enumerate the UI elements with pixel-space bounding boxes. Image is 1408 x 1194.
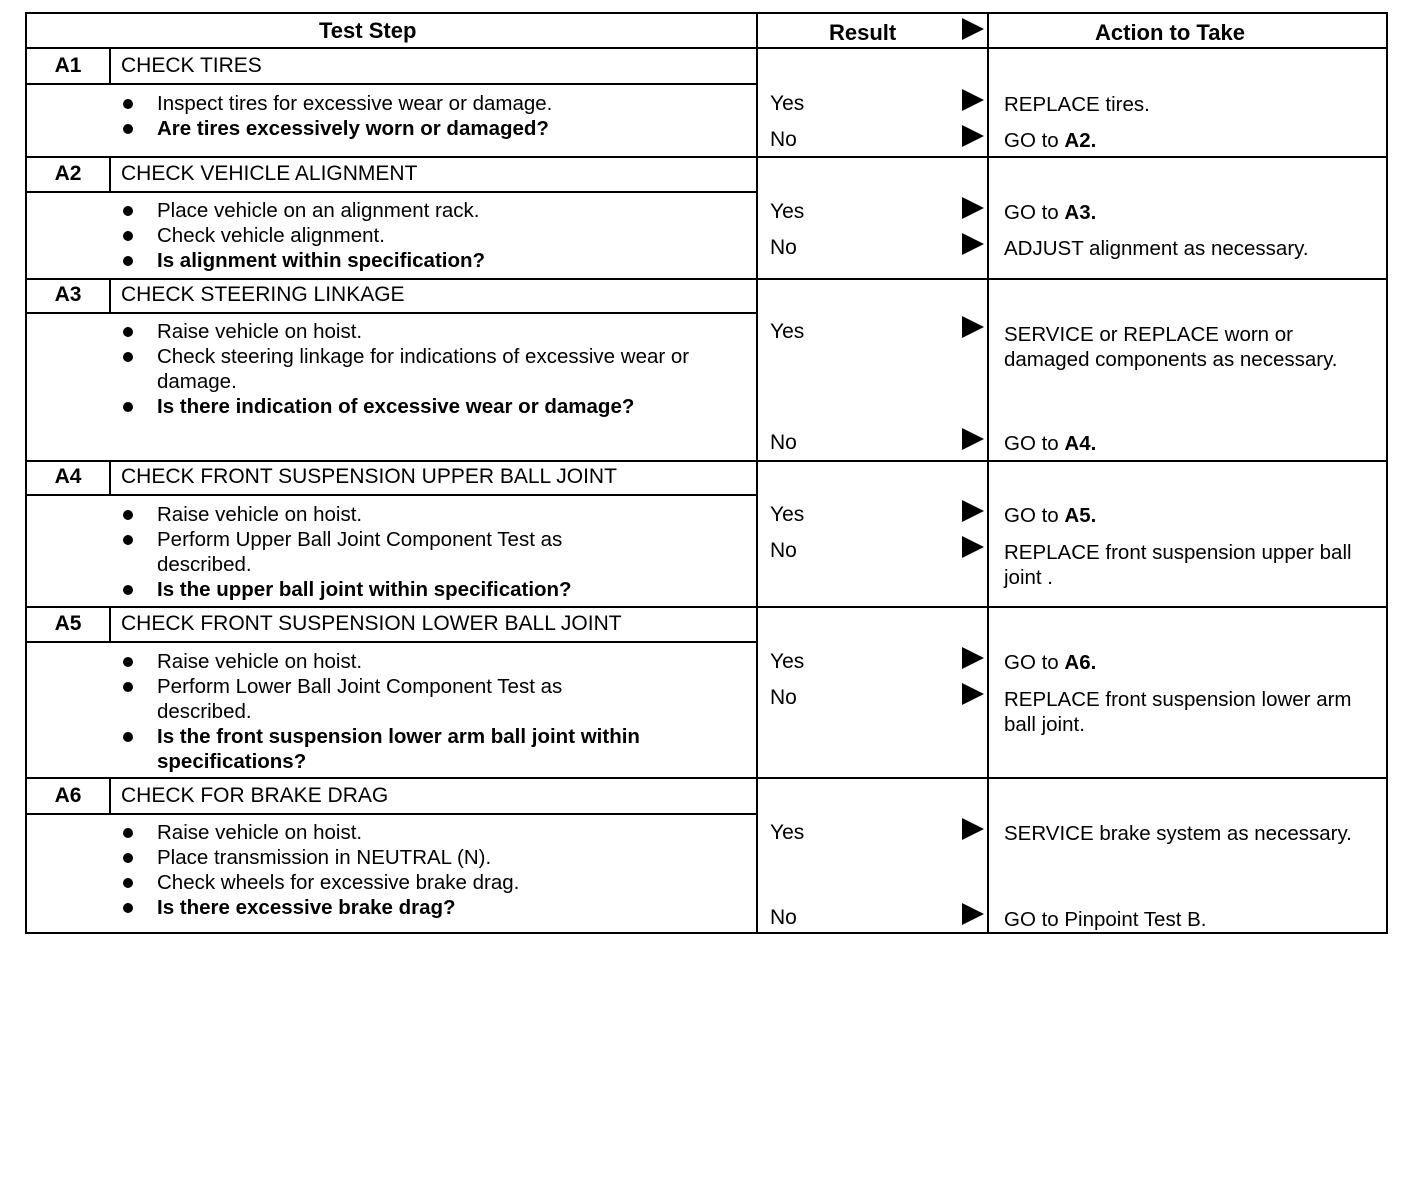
instruction-item: Check steering linkage for indications of excessive wear or damage. (117, 344, 747, 394)
title-divider (27, 191, 756, 193)
result-no: No (770, 236, 797, 259)
id-divider (109, 280, 111, 313)
action-target: A5. (1064, 504, 1097, 527)
result-no: No (770, 686, 797, 709)
result-yes: Yes (770, 503, 805, 526)
question-item: Is alignment within specification? (117, 248, 747, 273)
question-item: Is the front suspension lower arm ball joint within specifications? (117, 724, 727, 774)
action-yes (1004, 650, 1379, 675)
arrow-icon (962, 683, 984, 705)
step-divider (27, 156, 1386, 158)
result-yes: Yes (770, 92, 805, 115)
result-no: No (770, 539, 797, 562)
id-divider (109, 608, 111, 642)
step-title: CHECK TIRES (121, 54, 262, 77)
instruction-item: Inspect tires for excessive wear or damage. (117, 91, 747, 116)
action-yes: SERVICE or REPLACE worn or damaged components as necessary. (1004, 323, 1338, 371)
arrow-icon (962, 428, 984, 450)
step-instructions (117, 820, 747, 920)
step-instructions (117, 198, 747, 273)
instruction-item: Check wheels for excessive brake drag. (117, 870, 747, 895)
step-instructions (117, 502, 747, 602)
action-text: GO to (1004, 432, 1065, 455)
step-divider (27, 278, 1386, 280)
action-target: A4. (1064, 432, 1097, 455)
action-target: A3. (1064, 201, 1097, 224)
instruction-item: Place vehicle on an alignment rack. (117, 198, 747, 223)
instruction-item: Check vehicle alignment. (117, 223, 747, 248)
arrow-icon (962, 536, 984, 558)
action-no: GO to Pinpoint Test B. (1004, 908, 1207, 931)
step-instructions (117, 649, 747, 774)
step-id: A4 (54, 465, 82, 488)
action-target: A6. (1064, 651, 1097, 674)
step-id: A1 (54, 54, 82, 77)
title-divider (27, 494, 756, 496)
instruction-item: Raise vehicle on hoist. (117, 502, 747, 527)
arrow-icon (962, 233, 984, 255)
result-yes: Yes (770, 821, 805, 844)
step-divider (27, 460, 1386, 462)
action-no: REPLACE front suspension lower arm ball joint. (1004, 688, 1352, 736)
step-instructions (117, 91, 747, 141)
column-divider (987, 14, 989, 932)
arrow-icon (962, 197, 984, 219)
result-no: No (770, 431, 797, 454)
header-action: Action to Take (1095, 20, 1245, 45)
arrow-icon (962, 18, 984, 40)
instruction-item: Perform Lower Ball Joint Component Test as described. (117, 674, 637, 724)
instruction-item: Raise vehicle on hoist. (117, 820, 747, 845)
title-divider (27, 813, 756, 815)
header-divider (27, 47, 1386, 49)
action-no (1004, 431, 1379, 456)
action-text: GO to (1004, 129, 1065, 152)
result-yes: Yes (770, 650, 805, 673)
title-divider (27, 83, 756, 85)
step-title: CHECK VEHICLE ALIGNMENT (121, 162, 418, 185)
action-yes: REPLACE tires. (1004, 93, 1150, 116)
step-divider (27, 606, 1386, 608)
action-target: A2. (1064, 129, 1097, 152)
action-yes (1004, 503, 1379, 528)
question-item: Is the upper ball joint within specification? (117, 577, 747, 602)
action-yes (1004, 200, 1379, 225)
result-no: No (770, 128, 797, 151)
instruction-item: Place transmission in NEUTRAL (N). (117, 845, 747, 870)
arrow-icon (962, 500, 984, 522)
step-instructions (117, 319, 747, 419)
question-item: Are tires excessively worn or damaged? (117, 116, 747, 141)
step-id: A6 (54, 784, 82, 807)
step-id: A5 (54, 612, 82, 635)
id-divider (109, 462, 111, 495)
arrow-icon (962, 316, 984, 338)
title-divider (27, 312, 756, 314)
id-divider (109, 779, 111, 814)
action-yes: SERVICE brake system as necessary. (1004, 822, 1352, 845)
header-test-step: Test Step (319, 18, 417, 43)
result-yes: Yes (770, 200, 805, 223)
action-text: GO to (1004, 651, 1065, 674)
step-title: CHECK STEERING LINKAGE (121, 283, 405, 306)
step-divider (27, 777, 1386, 779)
diagnostic-table (25, 12, 1388, 934)
result-yes: Yes (770, 320, 805, 343)
step-title: CHECK FRONT SUSPENSION LOWER BALL JOINT (121, 612, 622, 635)
action-text: GO to (1004, 504, 1065, 527)
arrow-icon (962, 818, 984, 840)
header-result: Result (829, 20, 897, 45)
arrow-icon (962, 125, 984, 147)
title-divider (27, 641, 756, 643)
id-divider (109, 49, 111, 84)
action-text: GO to (1004, 201, 1065, 224)
instruction-item: Perform Upper Ball Joint Component Test as described. (117, 527, 637, 577)
question-item: Is there indication of excessive wear or damage? (117, 394, 747, 419)
result-no: No (770, 906, 797, 929)
action-no: REPLACE front suspension upper ball joint . (1004, 541, 1352, 589)
arrow-icon (962, 647, 984, 669)
step-id: A3 (54, 283, 82, 306)
step-title: CHECK FRONT SUSPENSION UPPER BALL JOINT (121, 465, 617, 488)
arrow-icon (962, 903, 984, 925)
instruction-item: Raise vehicle on hoist. (117, 649, 747, 674)
instruction-item: Raise vehicle on hoist. (117, 319, 747, 344)
arrow-icon (962, 89, 984, 111)
step-title: CHECK FOR BRAKE DRAG (121, 784, 389, 807)
action-no: ADJUST alignment as necessary. (1004, 237, 1309, 260)
action-no (1004, 128, 1379, 153)
step-id: A2 (54, 162, 82, 185)
id-divider (109, 158, 111, 192)
column-divider (756, 14, 758, 932)
question-item: Is there excessive brake drag? (117, 895, 747, 920)
